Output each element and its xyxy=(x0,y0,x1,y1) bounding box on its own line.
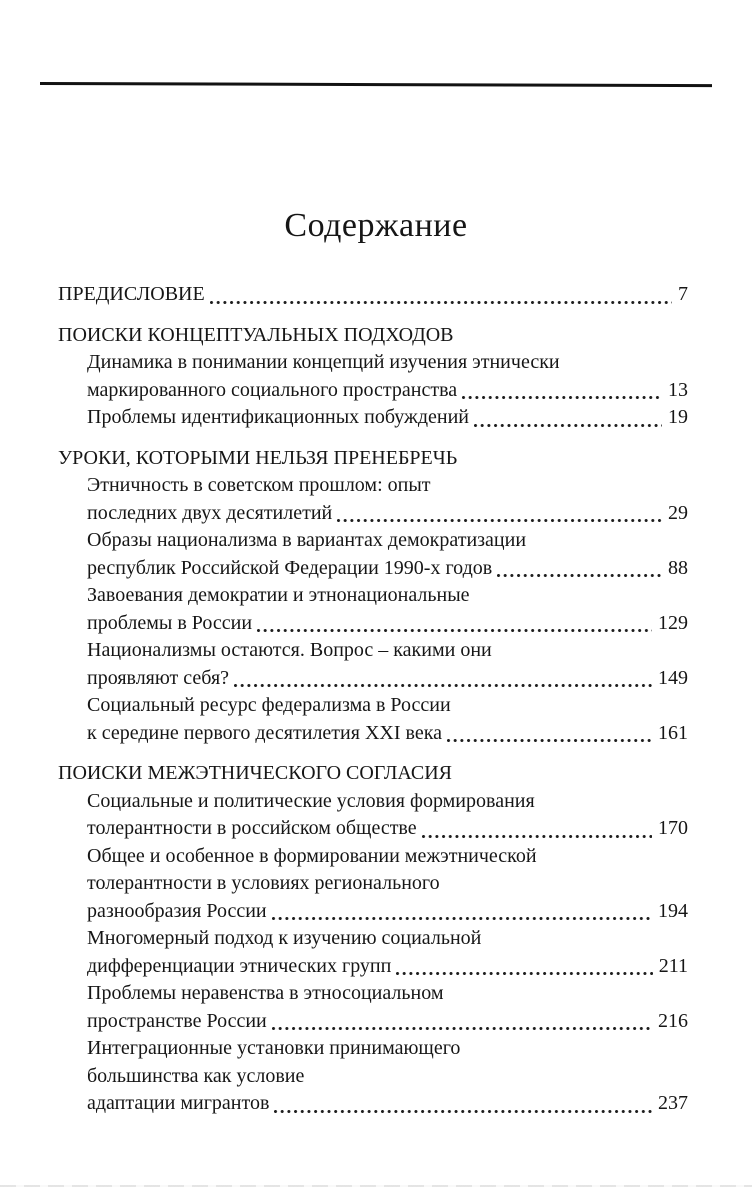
entry-line: дифференциации этнических групп xyxy=(87,954,392,977)
dot-leader xyxy=(447,739,652,742)
dot-leader xyxy=(274,1110,652,1113)
toc-entry xyxy=(58,1035,688,1118)
toc-section xyxy=(58,322,688,432)
toc-entry xyxy=(58,925,688,980)
page-number: 149 xyxy=(658,666,688,689)
entry-line: толерантности в российском обществе xyxy=(87,817,417,839)
entry-line: Национализмы остаются. Вопрос – какими они xyxy=(87,639,492,661)
entry-line: Образы национализма в вариантах демократизации xyxy=(87,529,527,551)
dot-leader xyxy=(396,972,652,975)
toc-entry xyxy=(58,472,688,527)
page-number: 211 xyxy=(658,954,688,977)
toc-entry xyxy=(58,445,688,473)
page-number: 216 xyxy=(658,1009,688,1032)
entry-line: последних двух десятилетий xyxy=(87,501,333,524)
page-number: 88 xyxy=(668,556,688,579)
section-heading: ПОИСКИ МЕЖЭТНИЧЕСКОГО СОГЛАСИЯ xyxy=(58,762,453,784)
dot-leader xyxy=(497,574,662,577)
dot-leader xyxy=(257,629,652,632)
page-number: 194 xyxy=(658,899,688,922)
entry-line: большинства как условие xyxy=(87,1064,305,1087)
entry-line: Социальные и политические условия формирования xyxy=(87,789,535,812)
toc-entry xyxy=(58,843,688,926)
page-number: 237 xyxy=(658,1092,688,1114)
toc-entry xyxy=(58,760,688,788)
toc-entry xyxy=(58,404,688,432)
page-number: 161 xyxy=(658,721,688,744)
dot-leader xyxy=(210,301,672,304)
entry-line: республик Российской Федерации 1990-х годов xyxy=(87,556,493,579)
page-number: 13 xyxy=(668,378,688,401)
section-heading: УРОКИ, КОТОРЫМИ НЕЛЬЗЯ ПРЕНЕБРЕЧЬ xyxy=(58,446,458,469)
toc-section xyxy=(58,281,688,309)
entry-line: Интеграционные установки принимающего xyxy=(87,1037,461,1059)
section-heading: ПРЕДИСЛОВИЕ xyxy=(58,283,205,305)
dot-leader xyxy=(337,519,662,522)
page-number: 19 xyxy=(668,406,688,428)
toc-entry xyxy=(58,582,688,637)
entry-line: адаптации мигрантов xyxy=(87,1092,270,1114)
dot-leader xyxy=(474,424,662,427)
toc-entry xyxy=(58,788,688,843)
dot-leader xyxy=(234,684,652,687)
entry-line: пространстве России xyxy=(87,1009,267,1032)
section-heading: ПОИСКИ КОНЦЕПТУАЛЬНЫХ ПОДХОДОВ xyxy=(58,323,454,346)
entry-line: проблемы в России xyxy=(87,611,253,634)
entry-line: Общее и особенное в формировании межэтнической xyxy=(87,844,537,867)
dot-leader xyxy=(272,1027,652,1030)
entry-line: Завоевания демократии и этнонациональные xyxy=(87,584,470,606)
entry-line: толерантности в условиях регионального xyxy=(87,872,440,894)
page-number: 170 xyxy=(658,817,688,839)
toc-section xyxy=(58,760,688,1118)
entry-line: маркированного социального пространства xyxy=(87,378,458,401)
page-number: 129 xyxy=(658,611,688,634)
toc-entry xyxy=(58,281,688,309)
page-title: Содержание xyxy=(284,206,468,244)
page-number: 29 xyxy=(668,501,688,524)
entry-line: Проблемы неравенства в этносоциальном xyxy=(87,982,444,1004)
entry-line: Многомерный подход к изучению социальной xyxy=(87,927,482,949)
dot-leader xyxy=(422,835,652,838)
entry-line: Динамика в понимании концепций изучения этнически xyxy=(87,351,560,373)
toc-entry xyxy=(58,527,688,582)
entry-line: к середине первого десятилетия XXI века xyxy=(87,721,442,744)
scan-bottom-edge-artifact xyxy=(0,1185,752,1187)
toc-entry xyxy=(58,322,688,350)
entry-line: Этничность в советском прошлом: опыт xyxy=(87,474,431,496)
page-number: 7 xyxy=(678,283,688,305)
table-of-contents xyxy=(58,281,688,1118)
entry-line: Социальный ресурс федерализма в России xyxy=(87,694,451,716)
entry-line: Проблемы идентификационных побуждений xyxy=(87,406,470,428)
entry-line: разнообразия России xyxy=(87,899,267,922)
toc-entry xyxy=(58,692,688,747)
entry-line: проявляют себя? xyxy=(87,666,230,689)
toc-entry xyxy=(58,349,688,404)
dot-leader xyxy=(272,917,652,920)
top-rule xyxy=(40,82,712,87)
toc-entry xyxy=(58,980,688,1035)
dot-leader xyxy=(462,396,662,399)
toc-entry xyxy=(58,637,688,692)
toc-section xyxy=(58,445,688,748)
